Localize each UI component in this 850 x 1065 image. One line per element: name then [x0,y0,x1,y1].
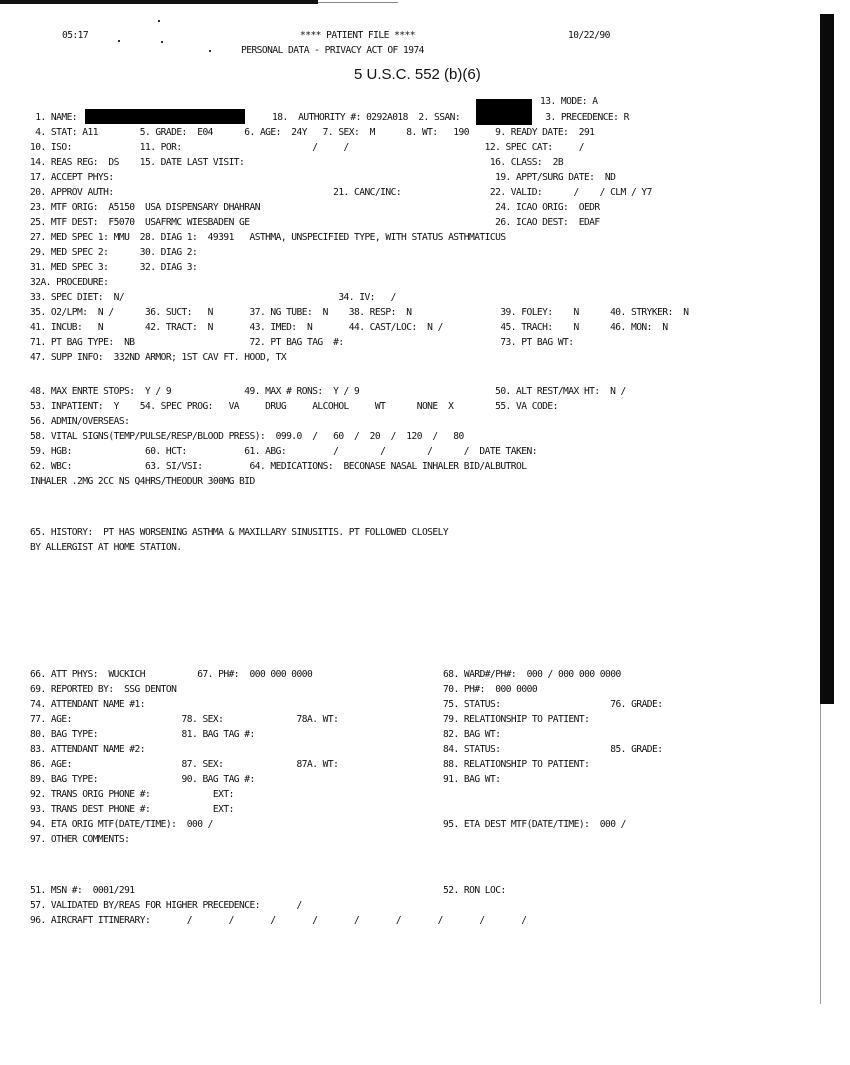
row-validated-by: 57. VALIDATED BY/REAS FOR HIGHER PRECEDENCE: / [30,900,302,911]
field-68-ward: 68. WARD#/PH#: 000 / 000 000 0000 [443,669,621,680]
field-18-authority: 18. AUTHORITY #: 0292A018 2. SSAN: [272,112,461,123]
field-1-name-label: 1. NAME: [30,112,78,123]
row-age-2: 86. AGE: 87. SEX: 87A. WT: [30,759,339,770]
row-eta-orig: 94. ETA ORIG MTF(DATE/TIME): 000 / [30,819,213,830]
row-attendant-2: 83. ATTENDANT NAME #2: [30,744,145,755]
row-med-spec-3: 31. MED SPEC 3: 32. DIAG 3: [30,262,198,273]
row-procedure: 32A. PROCEDURE: [30,277,109,288]
row-aircraft-itinerary: 96. AIRCRAFT ITINERARY: / / / / / / / / / [30,915,527,926]
row-reas-reg: 14. REAS REG: DS 15. DATE LAST VISIT: 16. CLASS: 2B [30,157,564,168]
foia-exemption-stamp: 5 U.S.C. 552 (b)(6) [354,66,481,83]
row-bag-type-2: 89. BAG TYPE: 90. BAG TAG #: [30,774,255,785]
field-79-relationship: 79. RELATIONSHIP TO PATIENT: [443,714,590,725]
row-accept-phys: 17. ACCEPT PHYS: 19. APPT/SURG DATE: ND [30,172,616,183]
row-max-enrte: 48. MAX ENRTE STOPS: Y / 9 49. MAX # RONS: Y / 9 50. ALT REST/MAX HT: N / [30,386,626,397]
row-mtf-orig: 23. MTF ORIG: A5150 USA DISPENSARY DHAHRAN 24. ICAO ORIG: OEDR [30,202,600,213]
row-trans-orig-phone: 92. TRANS ORIG PHONE #: EXT: [30,789,234,800]
top-edge-faint-line [318,2,398,3]
row-medications-cont: INHALER .2MG 2CC NS Q4HRS/THEODUR 300MG BID [30,476,255,487]
print-date: 10/22/90 [568,30,610,41]
row-iso-por: 10. ISO: 11. POR: / / 12. SPEC CAT: / [30,142,584,153]
scan-speck [118,40,120,42]
row-spec-diet: 33. SPEC DIET: N/ 34. IV: / [30,292,396,303]
field-75-status: 75. STATUS: 76. GRADE: [443,699,663,710]
field-91-bag-wt: 91. BAG WT: [443,774,501,785]
row-approv-auth: 20. APPROV AUTH: 21. CANC/INC: 22. VALID: / / CLM / Y7 [30,187,652,198]
row-age-1: 77. AGE: 78. SEX: 78A. WT: [30,714,339,725]
row-msn: 51. MSN #: 0001/291 [30,885,135,896]
redaction-ssan [476,99,532,125]
row-inpatient: 53. INPATIENT: Y 54. SPEC PROG: VA DRUG ALCOHOL WT NONE X 55. VA CODE: [30,401,558,412]
row-med-spec-1: 27. MED SPEC 1: MMU 28. DIAG 1: 49391 ASTHMA, UNSPECIFIED TYPE, WITH STATUS ASTHMATICUS [30,232,506,243]
row-incub-tract: 41. INCUB: N 42. TRACT: N 43. IMED: N 44. CAST/LOC: N / 45. TRACH: N 46. MON: N [30,322,668,333]
row-attendant-1: 74. ATTENDANT NAME #1: [30,699,145,710]
field-52-ron-loc: 52. RON LOC: [443,885,506,896]
row-supp-info: 47. SUPP INFO: 332ND ARMOR; 1ST CAV FT. HOOD, TX [30,352,287,363]
print-time: 05:17 [62,30,89,41]
field-84-status: 84. STATUS: 85. GRADE: [443,744,663,755]
row-att-phys: 66. ATT PHYS: WUCKICH 67. PH#: 000 000 0000 [30,669,313,680]
scan-speck [161,41,163,43]
row-bag-type-1: 80. BAG TYPE: 81. BAG TAG #: [30,729,255,740]
row-mtf-dest: 25. MTF DEST: F5070 USAFRMC WIESBADEN GE 26. ICAO DEST: EDAF [30,217,600,228]
row-trans-dest-phone: 93. TRANS DEST PHONE #: EXT: [30,804,234,815]
document-subtitle: PERSONAL DATA - PRIVACY ACT OF 1974 [241,45,424,56]
scan-speck [158,20,160,22]
row-hgb: 59. HGB: 60. HCT: 61. ABG: / / / / DATE TAKEN: [30,446,537,457]
row-o2-suct: 35. O2/LPM: N / 36. SUCT: N 37. NG TUBE: N 38. RESP: N 39. FOLEY: N 40. STRYKER: N [30,307,689,318]
field-3-precedence: 3. PRECEDENCE: R [540,112,629,123]
row-pt-bag: 71. PT BAG TYPE: NB 72. PT BAG TAG #: 73. PT BAG WT: [30,337,574,348]
field-13-mode: 13. MODE: A [540,96,598,107]
document-title: **** PATIENT FILE **** [300,30,415,41]
row-admin-overseas: 56. ADMIN/OVERSEAS: [30,416,130,427]
row-wbc-medications: 62. WBC: 63. SI/VSI: 64. MEDICATIONS: BECONASE NASAL INHALER BID/ALBUTROL [30,461,527,472]
top-edge-bar [0,0,318,4]
row-other-comments: 97. OTHER COMMENTS: [30,834,130,845]
row-med-spec-2: 29. MED SPEC 2: 30. DIAG 2: [30,247,198,258]
field-88-relationship: 88. RELATIONSHIP TO PATIENT: [443,759,590,770]
right-edge-bar [820,14,834,704]
field-70-ph: 70. PH#: 000 0000 [443,684,538,695]
field-82-bag-wt: 82. BAG WT: [443,729,501,740]
row-history-cont: BY ALLERGIST AT HOME STATION. [30,542,182,553]
right-edge-faint-line [820,704,821,1004]
field-95-eta-dest: 95. ETA DEST MTF(DATE/TIME): 000 / [443,819,626,830]
scan-speck [209,50,211,52]
row-vital-signs: 58. VITAL SIGNS(TEMP/PULSE/RESP/BLOOD PRESS): 099.0 / 60 / 20 / 120 / 80 [30,431,464,442]
redaction-name [85,109,245,124]
row-reported-by: 69. REPORTED BY: SSG DENTON [30,684,177,695]
row-history: 65. HISTORY: PT HAS WORSENING ASTHMA & MAXILLARY SINUSITIS. PT FOLLOWED CLOSELY [30,527,449,538]
row-stat-grade-age: 4. STAT: A11 5. GRADE: E04 6. AGE: 24Y 7. SEX: M 8. WT: 190 9. READY DATE: 291 [30,127,595,138]
